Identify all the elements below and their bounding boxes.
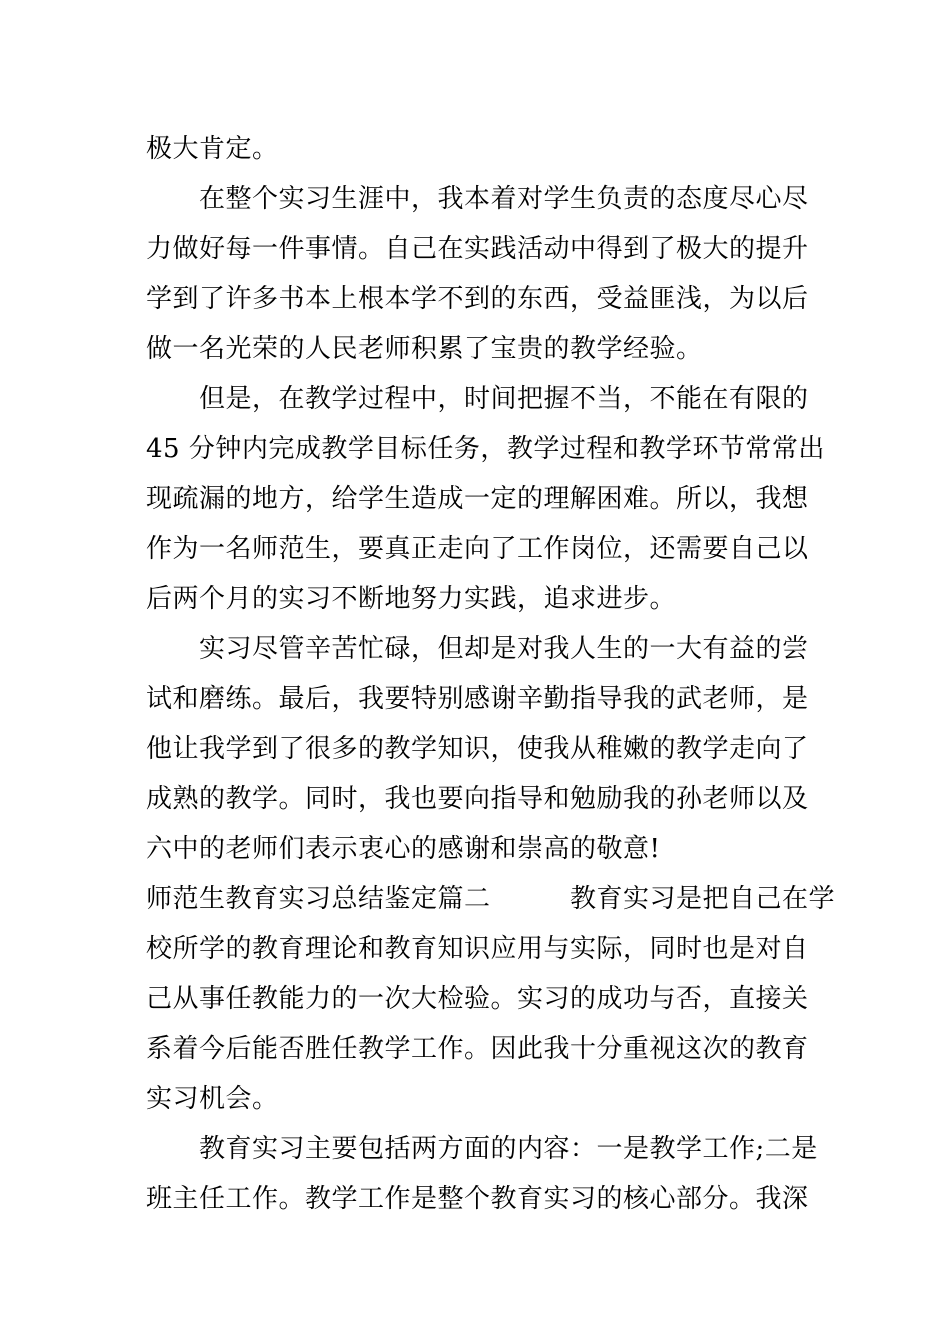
- text-line: 成熟的教学。同时，我也要向指导和勉励我的孙老师以及: [146, 784, 809, 814]
- text-line: 六中的老师们表示衷心的感谢和崇高的敬意!: [146, 834, 661, 864]
- text-line: 班主任工作。教学工作是整个教育实习的核心部分。我深: [146, 1184, 809, 1214]
- text-line: 学到了许多书本上根本学不到的东西，受益匪浅，为以后: [146, 284, 809, 314]
- text-line: 做一名光荣的人民老师积累了宝贵的教学经验。: [146, 334, 703, 364]
- text-line: 45 分钟内完成教学目标任务，教学过程和教学环节常常出: [146, 434, 825, 464]
- section-heading-line: 师范生教育实习总结鉴定篇二 教育实习是把自己在学: [146, 884, 836, 914]
- text-line: 极大肯定。: [146, 134, 279, 164]
- text-line: 力做好每一件事情。自己在实践活动中得到了极大的提升: [146, 234, 809, 264]
- text-line: 实习机会。: [146, 1084, 279, 1114]
- text-line: 教育实习主要包括两方面的内容：一是教学工作;二是: [146, 1134, 818, 1164]
- text-line: 校所学的教育理论和教育知识应用与实际，同时也是对自: [146, 934, 809, 964]
- text-line: 实习尽管辛苦忙碌，但却是对我人生的一大有益的尝: [146, 634, 809, 664]
- text-line: 现疏漏的地方，给学生造成一定的理解困难。所以，我想: [146, 484, 809, 514]
- text-line: 后两个月的实习不断地努力实践，追求进步。: [146, 584, 677, 614]
- text-line: 作为一名师范生，要真正走向了工作岗位，还需要自己以: [146, 534, 809, 564]
- text-line: 己从事任教能力的一次大检验。实习的成功与否，直接关: [146, 984, 809, 1014]
- text-line: 系着今后能否胜任教学工作。因此我十分重视这次的教育: [146, 1034, 809, 1064]
- text-line: 试和磨练。最后，我要特别感谢辛勤指导我的武老师，是: [146, 684, 809, 714]
- text-line: 但是，在教学过程中，时间把握不当，不能在有限的: [146, 384, 809, 414]
- text-line: 在整个实习生涯中，我本着对学生负责的态度尽心尽: [146, 184, 809, 214]
- text-line: 他让我学到了很多的教学知识，使我从稚嫩的教学走向了: [146, 734, 809, 764]
